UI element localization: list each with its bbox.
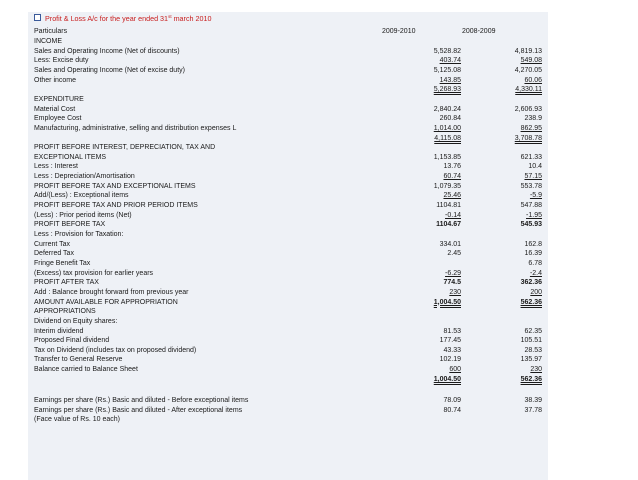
column-header-particulars: Particulars xyxy=(34,28,68,35)
row-label: Tax on Dividend (includes tax on proposed dividend) xyxy=(34,346,197,354)
statement-row xyxy=(30,240,546,250)
row-label: Deferred Tax xyxy=(34,250,74,258)
row-label: PROFIT AFTER TAX xyxy=(34,279,99,287)
value-2008-2009: 562.36 xyxy=(520,375,542,383)
row-label: Sales and Operating Income (Net of excise duty) xyxy=(34,66,185,74)
value-2009-2010: 177.45 xyxy=(439,337,461,345)
value-2008-2009: 545.93 xyxy=(520,221,542,229)
value-2008-2009: 60.06 xyxy=(524,76,542,84)
value-2009-2010: 25.46 xyxy=(443,192,461,200)
statement-row xyxy=(30,182,546,192)
value-2009-2010: 774.5 xyxy=(443,279,461,287)
statement-row xyxy=(30,355,546,365)
row-label: (Less) : Prior period items (Net) xyxy=(34,211,132,219)
row-label: Balance carried to Balance Sheet xyxy=(34,366,138,374)
statement-row xyxy=(30,56,546,66)
value-2009-2010: 4,115.08 xyxy=(434,134,461,142)
row-label: Interim dividend xyxy=(34,327,84,335)
value-2008-2009: 38.39 xyxy=(524,397,542,405)
value-2008-2009: 57.15 xyxy=(524,173,542,181)
value-2008-2009: 16.39 xyxy=(524,250,542,258)
value-2008-2009: 2,606.93 xyxy=(514,105,542,113)
column-header-2008-2009: 2008-2009 xyxy=(462,28,496,35)
value-2008-2009: 547.88 xyxy=(520,202,542,210)
row-label: AMOUNT AVAILABLE FOR APPROPRIATION xyxy=(34,298,178,306)
value-2008-2009: 862.95 xyxy=(520,124,542,132)
row-label: PROFIT BEFORE TAX xyxy=(34,221,106,229)
value-2009-2010: 230 xyxy=(449,288,461,296)
statement-row xyxy=(30,396,546,406)
row-label: Current Tax xyxy=(34,240,71,248)
value-2008-2009: 6.78 xyxy=(528,259,542,267)
row-label: Manufacturing, administrative, selling and distribution expenses L xyxy=(34,124,237,132)
value-2009-2010: 13.76 xyxy=(443,163,461,171)
value-2008-2009: 230 xyxy=(530,366,542,374)
value-2008-2009: 3,708.78 xyxy=(514,134,542,142)
statement-row xyxy=(30,105,546,115)
value-2009-2010: 81.53 xyxy=(443,327,461,335)
row-label: Employee Cost xyxy=(34,115,82,123)
value-2008-2009: 362.36 xyxy=(520,279,542,287)
value-2009-2010: 1,014.00 xyxy=(433,124,461,132)
row-label: PROFIT BEFORE TAX AND PRIOR PERIOD ITEMS xyxy=(34,202,198,210)
statement-row xyxy=(30,317,546,327)
row-label: (Face value of Rs. 10 each) xyxy=(34,416,120,424)
statement-row xyxy=(30,37,546,47)
value-2008-2009: 105.51 xyxy=(520,337,542,345)
row-label: (Excess) tax provision for earlier years xyxy=(34,269,154,277)
value-2009-2010: 334.01 xyxy=(439,240,461,248)
value-2009-2010: 80.74 xyxy=(443,406,461,414)
statement-row xyxy=(30,406,546,416)
statement-row xyxy=(30,375,546,385)
statement-row xyxy=(30,124,546,134)
value-2008-2009: -5.9 xyxy=(529,192,542,200)
column-header-2009-2010: 2009-2010 xyxy=(382,28,416,35)
value-2008-2009: 549.08 xyxy=(520,57,542,65)
value-2008-2009: 200 xyxy=(530,288,542,296)
value-2009-2010: 5,528.82 xyxy=(433,47,461,55)
value-2008-2009: 238.9 xyxy=(524,115,542,123)
statement-row xyxy=(30,415,546,425)
value-2008-2009: 4,270.05 xyxy=(514,66,542,74)
value-2009-2010: 60.74 xyxy=(443,173,461,181)
statement-row xyxy=(30,249,546,259)
value-2009-2010: 1,079.35 xyxy=(433,182,461,190)
statement-row xyxy=(30,201,546,211)
row-label: EXCEPTIONAL ITEMS xyxy=(34,153,107,161)
row-label: APPROPRIATIONS xyxy=(34,308,96,316)
statement-row xyxy=(30,327,546,337)
column-header-row xyxy=(30,27,546,37)
value-2009-2010: 102.19 xyxy=(439,356,461,364)
value-2008-2009: 135.97 xyxy=(520,356,542,364)
statement-row xyxy=(30,85,546,95)
statement-row xyxy=(30,365,546,375)
row-label: Other income xyxy=(34,76,77,84)
value-2008-2009: 28.53 xyxy=(524,346,542,354)
row-label: Earnings per share (Rs.) Basic and diluted - Before exceptional items xyxy=(34,397,249,405)
row-label: Dividend on Equity shares: xyxy=(34,317,118,325)
row-label: Transfer to General Reserve xyxy=(34,356,123,364)
statement-row xyxy=(30,269,546,279)
title-prefix: Profit & Loss A/c for the year ended 31 xyxy=(45,14,169,23)
value-2009-2010: 78.09 xyxy=(443,397,461,405)
row-label: EXPENDITURE xyxy=(34,95,84,103)
value-2009-2010: 1,153.85 xyxy=(433,153,461,161)
value-2009-2010: 5,268.93 xyxy=(433,86,461,94)
value-2008-2009: 562.36 xyxy=(520,298,542,306)
value-2009-2010: 43.33 xyxy=(443,346,461,354)
statement-row xyxy=(30,307,546,317)
row-label: Sales and Operating Income (Net of discounts) xyxy=(34,47,180,55)
row-label: Less : Depreciation/Amortisation xyxy=(34,173,135,181)
row-label: PROFIT BEFORE INTEREST, DEPRECIATION, TAX AND xyxy=(34,144,216,152)
value-2009-2010: 1,004.50 xyxy=(433,298,461,306)
value-2009-2010: 403.74 xyxy=(439,57,461,65)
statement-row xyxy=(30,278,546,288)
statement-title xyxy=(34,14,212,24)
value-2009-2010: 143.85 xyxy=(439,76,461,84)
row-label: Less: Excise duty xyxy=(34,57,89,65)
statement-row xyxy=(30,66,546,76)
statement-row xyxy=(30,336,546,346)
statement-row xyxy=(30,95,546,105)
statement-row xyxy=(30,191,546,201)
row-label: INCOME xyxy=(34,38,62,45)
value-2008-2009: 4,330.11 xyxy=(515,86,542,94)
value-2009-2010: -6.29 xyxy=(445,269,461,277)
statement-row xyxy=(30,153,546,163)
statement-row xyxy=(30,211,546,221)
value-2009-2010: 2,840.24 xyxy=(433,105,461,113)
statement-row xyxy=(30,259,546,269)
value-2008-2009: 4,819.13 xyxy=(514,47,542,55)
row-label: PROFIT BEFORE TAX AND EXCEPTIONAL ITEMS xyxy=(34,182,196,190)
row-label: Material Cost xyxy=(34,105,76,113)
statement-row xyxy=(30,220,546,230)
statement-row xyxy=(30,134,546,144)
value-2008-2009: 553.78 xyxy=(520,182,542,190)
value-2008-2009: 621.33 xyxy=(520,153,542,161)
title-suffix: march 2010 xyxy=(171,14,212,23)
statement-row xyxy=(30,346,546,356)
value-2009-2010: 5,125.08 xyxy=(433,66,461,74)
row-label: Less : Provision for Taxation: xyxy=(34,231,124,238)
row-label: Earnings per share (Rs.) Basic and diluted - After exceptional items xyxy=(34,406,243,414)
statement-row xyxy=(30,76,546,86)
value-2009-2010: 1104.81 xyxy=(436,202,461,210)
value-2009-2010: 600 xyxy=(449,366,461,374)
row-label: Add/(Less) : Exceptional items xyxy=(34,192,129,200)
row-label: Add : Balance brought forward from previous year xyxy=(34,288,189,296)
value-2008-2009: 37.78 xyxy=(524,406,542,414)
statement-row xyxy=(30,230,546,240)
checkbox-bullet-icon xyxy=(34,14,41,21)
statement-row xyxy=(30,298,546,308)
value-2009-2010: 1104.67 xyxy=(436,221,461,229)
row-label: Less : Interest xyxy=(34,163,78,171)
value-2009-2010: -0.14 xyxy=(445,211,461,219)
value-2008-2009: 62.35 xyxy=(524,327,542,335)
value-2008-2009: -2.4 xyxy=(529,269,542,277)
value-2008-2009: 10.4 xyxy=(528,163,542,171)
statement-row xyxy=(30,143,546,153)
statement-row xyxy=(30,114,546,124)
value-2009-2010: 1,004.50 xyxy=(433,375,461,383)
value-2009-2010: 260.84 xyxy=(439,115,461,123)
value-2008-2009: 162.8 xyxy=(524,240,542,248)
row-label: Proposed Final dividend xyxy=(34,337,110,345)
statement-row xyxy=(30,288,546,298)
row-label: Fringe Benefit Tax xyxy=(34,259,91,267)
title-superscript: st xyxy=(168,14,172,19)
statement-row xyxy=(30,172,546,182)
value-2008-2009: -1.95 xyxy=(526,211,542,219)
statement-row xyxy=(30,384,546,394)
value-2009-2010: 2.45 xyxy=(447,250,461,258)
statement-row xyxy=(30,162,546,172)
statement-row xyxy=(30,47,546,57)
